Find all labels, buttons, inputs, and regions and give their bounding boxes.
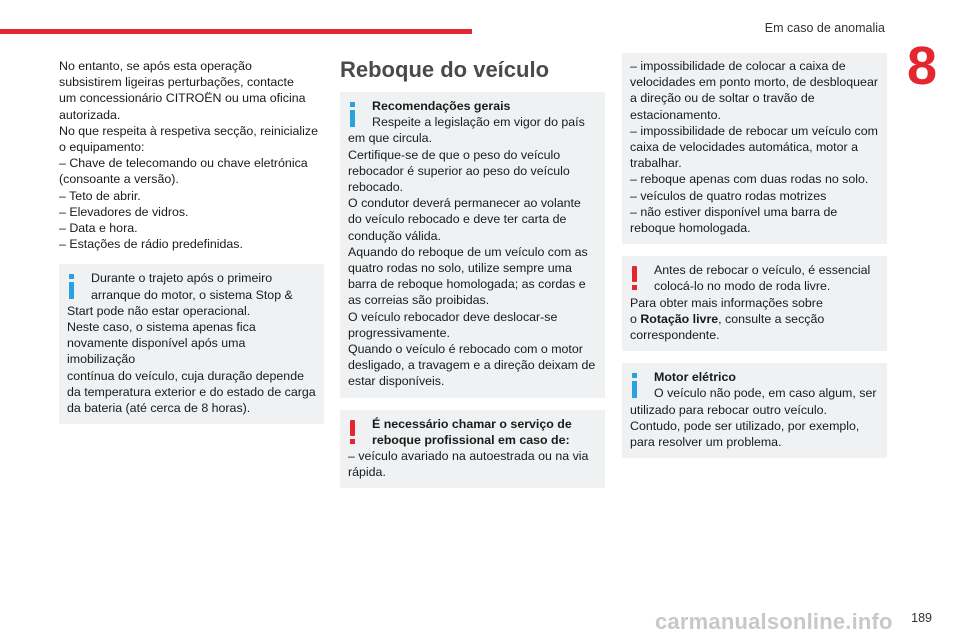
box-line: do veículo rebocado e deve ter carta de bbox=[348, 212, 567, 227]
watermark: carmanualsonline.info bbox=[655, 609, 893, 634]
box-line: as correias são proibidas. bbox=[348, 293, 490, 308]
info-icon bbox=[350, 102, 355, 128]
list-item: estacionamento. bbox=[630, 107, 721, 122]
free-rotation-reference: Rotação livre bbox=[640, 311, 719, 326]
warning-box-freewheel bbox=[622, 256, 887, 351]
box-line: Start pode não estar operacional. bbox=[67, 303, 251, 318]
list-item: – impossibilidade de rebocar um veículo com bbox=[630, 123, 878, 138]
text-line: subsistirem ligeiras perturbações, contacte bbox=[59, 75, 294, 90]
box-head-line: arranque do motor, o sistema Stop & bbox=[91, 287, 293, 302]
list-item: – reboque apenas com duas rodas no solo. bbox=[630, 172, 869, 187]
box-line: Aquando do reboque de um veículo com as bbox=[348, 244, 588, 259]
column-3 bbox=[622, 58, 887, 458]
list-item: – não estiver disponível uma barra de bbox=[630, 204, 838, 219]
intro-text bbox=[59, 58, 324, 252]
list-item: caixa de velocidades automática, motor a bbox=[630, 140, 858, 155]
text-line: – Data e hora. bbox=[59, 221, 138, 236]
box-line: para resolver um problema. bbox=[630, 435, 782, 450]
text-line: No que respeita à respetiva secção, reinicialize bbox=[59, 123, 318, 138]
header-accent-bar bbox=[0, 29, 472, 34]
box-line: da bateria (até cerca de 8 horas). bbox=[67, 401, 251, 416]
box-line: rebocador é superior ao peso do veículo bbox=[348, 163, 570, 178]
box-head-line: Durante o trajeto após o primeiro bbox=[91, 271, 273, 286]
box-line: rápida. bbox=[348, 465, 386, 480]
list-item: velocidades em ponto morto, de desbloquear bbox=[630, 75, 878, 90]
box-title: Recomendações gerais bbox=[372, 99, 511, 113]
box-line: O condutor deverá permanecer ao volante bbox=[348, 196, 581, 211]
warning-icon bbox=[350, 420, 355, 444]
box-line: Contudo, pode ser utilizado, por exemplo, bbox=[630, 418, 860, 433]
info-box-electric-motor bbox=[622, 363, 887, 458]
column-1 bbox=[59, 58, 324, 424]
box-title: Motor elétrico bbox=[654, 370, 736, 385]
box-head-line: Respeite a legislação em vigor do país bbox=[372, 115, 585, 130]
box-head-line: colocá-lo no modo de roda livre. bbox=[654, 279, 831, 294]
text-fragment: , consulte a secção bbox=[718, 311, 825, 326]
chapter-number: 8 bbox=[906, 36, 938, 96]
box-line: O veículo rebocador deve deslocar-se bbox=[348, 309, 558, 324]
list-item: a direção ou de soltar o travão de bbox=[630, 91, 815, 106]
text-line: o equipamento: bbox=[59, 140, 145, 155]
column-2 bbox=[340, 58, 605, 488]
text-line: – Elevadores de vidros. bbox=[59, 204, 189, 219]
page-number: 189 bbox=[911, 611, 932, 625]
text-line: – Estações de rádio predefinidas. bbox=[59, 237, 243, 252]
box-line: da temperatura exterior e do estado de carga bbox=[67, 384, 316, 399]
box-line: rebocado. bbox=[348, 180, 404, 195]
text-fragment: o bbox=[630, 311, 641, 326]
box-line: Neste caso, o sistema apenas fica bbox=[67, 320, 256, 335]
box-line: condução válida. bbox=[348, 228, 441, 243]
box-line-with-link bbox=[630, 311, 879, 327]
box-line: utilizado para rebocar outro veículo. bbox=[630, 402, 827, 417]
section-title: Em caso de anomalia bbox=[764, 21, 885, 35]
section-heading: Reboque do veículo bbox=[340, 57, 550, 82]
list-item: – impossibilidade de colocar a caixa de bbox=[630, 59, 846, 73]
info-icon bbox=[69, 274, 74, 300]
box-line: desligado, a travagem e a direção deixam de bbox=[348, 358, 596, 373]
box-head-line: O veículo não pode, em caso algum, ser bbox=[654, 386, 877, 401]
text-line: um concessionário CITROËN ou uma oficina bbox=[59, 91, 306, 106]
box-line: em que circula. bbox=[348, 131, 433, 146]
text-line: – Chave de telecomando ou chave eletrónica bbox=[59, 156, 308, 171]
box-line: barra de reboque homologada; as cordas e bbox=[348, 277, 586, 292]
box-line: progressivamente. bbox=[348, 325, 450, 340]
box-line: novamente disponível após uma imobilização bbox=[67, 336, 246, 367]
list-item: reboque homologada. bbox=[630, 221, 751, 236]
box-line: Certifique-se de que o peso do veículo bbox=[348, 147, 561, 162]
box-line: quatro rodas no solo, utilize sempre uma bbox=[348, 261, 572, 276]
warning-box-professional-tow bbox=[340, 410, 605, 489]
text-line: – Teto de abrir. bbox=[59, 188, 141, 203]
tow-cases-list-box bbox=[622, 53, 887, 244]
text-line: No entanto, se após esta operação bbox=[59, 59, 252, 73]
list-item: – veículos de quatro rodas motrizes bbox=[630, 188, 827, 203]
box-line: – veículo avariado na autoestrada ou na via bbox=[348, 449, 589, 464]
box-line: Quando o veículo é rebocado com o motor bbox=[348, 342, 583, 357]
box-line: Para obter mais informações sobre bbox=[630, 295, 823, 310]
info-box-general-recommendations bbox=[340, 92, 605, 398]
box-line: estar disponíveis. bbox=[348, 374, 445, 389]
text-line: (consoante a versão). bbox=[59, 172, 179, 187]
box-line: correspondente. bbox=[630, 328, 720, 343]
list-item: trabalhar. bbox=[630, 156, 682, 171]
box-head-line: Antes de rebocar o veículo, é essencial bbox=[654, 263, 871, 278]
box-title-line: É necessário chamar o serviço de bbox=[372, 416, 572, 431]
info-icon bbox=[632, 373, 637, 399]
box-title-line: reboque profissional em caso de: bbox=[372, 432, 570, 447]
warning-icon bbox=[632, 266, 637, 290]
info-box-stop-start bbox=[59, 264, 324, 424]
text-line: autorizada. bbox=[59, 107, 121, 122]
box-line: contínua do veículo, cuja duração depende bbox=[67, 368, 304, 383]
